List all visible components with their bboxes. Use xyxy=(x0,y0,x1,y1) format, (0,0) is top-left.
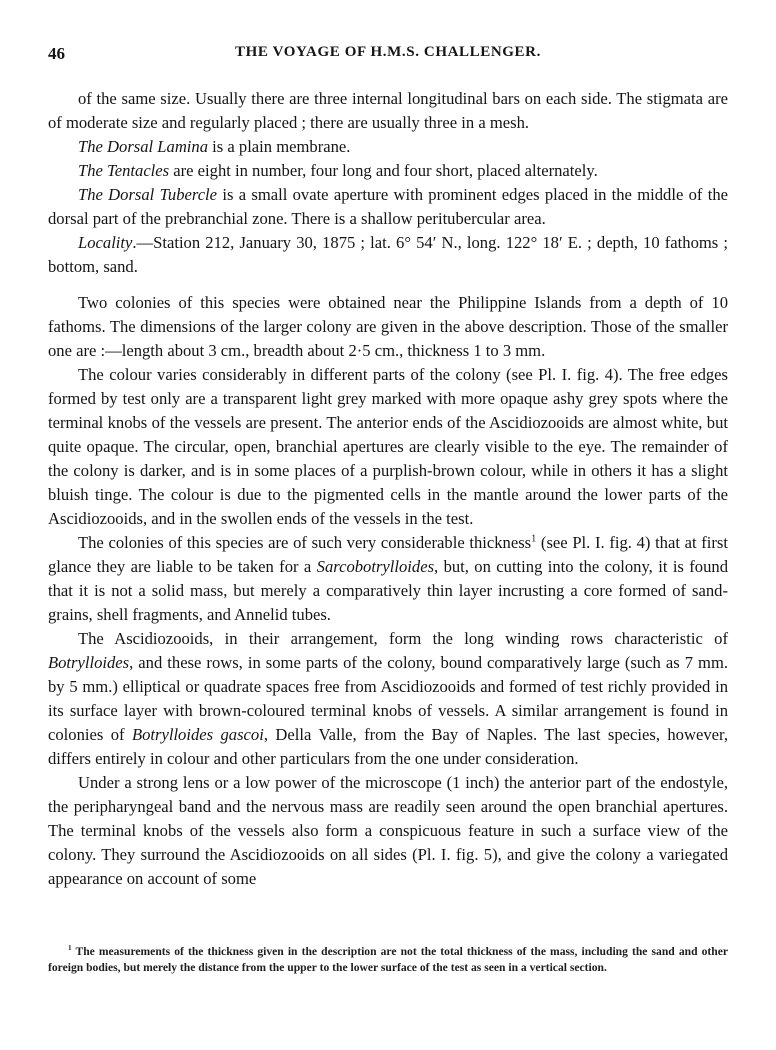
italic-text: Locality xyxy=(78,233,133,252)
italic-text: Botrylloides gascoi xyxy=(131,725,264,744)
paragraph xyxy=(48,231,728,279)
italic-text: The Tentacles xyxy=(78,161,170,180)
italic-text: Botrylloides xyxy=(48,653,130,672)
footnotes xyxy=(48,944,728,975)
paragraph xyxy=(48,135,728,159)
running-title: THE VOYAGE OF H.M.S. CHALLENGER. xyxy=(235,44,541,60)
text-run: , and these rows, in some parts of the colony, bound comparatively large (such as 7 mm. by 5 mm.) elliptical or quadrate spaces free from Ascidiozooids and formed of test richly provided in its surface layer with brown-coloured terminal knobs of vessels. A similar arrangement is found in colonies of xyxy=(48,653,728,744)
footnote xyxy=(48,944,728,975)
paragraph xyxy=(48,159,728,183)
paragraph xyxy=(48,771,728,891)
text-run: is a small ovate aperture with prominent edges placed in the middle of the dorsal part of the prebranchial zone. There is a shallow peritubercular area. xyxy=(48,185,728,228)
text-run: .—Station 212, January 30, 1875 ; lat. 6° 54′ N., long. 122° 18′ E. ; depth, 10 fathoms ; bottom, sand. xyxy=(48,233,728,276)
text-run: are eight in number, four long and four short, placed alternately. xyxy=(169,161,598,180)
text-run: (see Pl. I. fig. 4) that at first glance they are liable to be taken for a xyxy=(48,533,729,576)
paragraph xyxy=(48,291,728,363)
text-run: The colour varies considerably in different parts of the colony (see Pl. I. fig. 4). The free edges formed by test only are a transparent light grey marked with more opaque ashy grey spots where the terminal knobs of the vessels are present. The anterior ends of the Ascidiozooids are almost white, but quite opaque. The circular, open, branchial apertures are clearly visible to the eye. The remainder of the colony is darker, and is in some places of a purplish-brown colour, while in others it has a slight bluish tinge. The colour is due to the pigmented cells in the mantle around the lower parts of the Ascidiozooids, and in the swollen ends of the vessels in the test. xyxy=(48,365,728,528)
footnote-reference: 1 xyxy=(531,533,537,545)
italic-text: The Dorsal Tubercle xyxy=(78,185,218,204)
page-header xyxy=(48,44,728,68)
paragraph xyxy=(48,87,728,135)
page-number: 46 xyxy=(48,44,65,63)
footnote-marker: 1 xyxy=(68,944,72,953)
text-run: of the same size. Usually there are three internal longitudinal bars on each side. The stigmata are of moderate size and regularly placed ; there are usually three in a mesh. xyxy=(48,89,728,132)
text-run: is a plain membrane. xyxy=(208,137,351,156)
text-run: , Della Valle, from the Bay of Naples. The last species, however, differs entirely in colour and other particulars from the one under consideration. xyxy=(48,725,728,768)
text-run: Two colonies of this species were obtained near the Philippine Islands from a depth of 10 fathoms. The dimensions of the larger colony are given in the above description. Those of the smaller one are :—length about 3 cm., breadth about 2·5 cm., thickness 1 to 3 mm. xyxy=(48,293,728,360)
paragraph xyxy=(48,183,728,231)
footnote-text: The measurements of the thickness given in the description are not the total thickness of the mass, including the sand and other foreign bodies, but merely the distance from the upper to the lower surface of the test as seen in a vertical section. xyxy=(48,945,728,974)
paragraph xyxy=(48,363,728,531)
text-run: Under a strong lens or a low power of the microscope (1 inch) the anterior part of the endostyle, the peripharyngeal band and the nervous mass are readily seen around the open branchial apertures. The terminal knobs of the vessels also form a conspicuous feature in such a surface view of the colony. They surround the Ascidiozooids on all sides (Pl. I. fig. 5), and give the colony a variegated appearance on account of some xyxy=(48,773,728,888)
text-run: The Ascidiozooids, in their arrangement, form the long winding rows characteristic of xyxy=(78,629,728,648)
italic-text: The Dorsal Lamina xyxy=(78,137,209,156)
body-text xyxy=(48,87,728,891)
text-run: The colonies of this species are of such very considerable thickness xyxy=(78,533,532,552)
paragraph xyxy=(48,531,728,627)
paragraph xyxy=(48,627,728,771)
text-run: , but, on cutting into the colony, it is found that it is not a solid mass, but merely a comparatively thin layer incrusting a core formed of sand-grains, shell fragments, and Annelid tubes. xyxy=(48,557,728,624)
italic-text: Sarcobotrylloides xyxy=(316,557,435,576)
